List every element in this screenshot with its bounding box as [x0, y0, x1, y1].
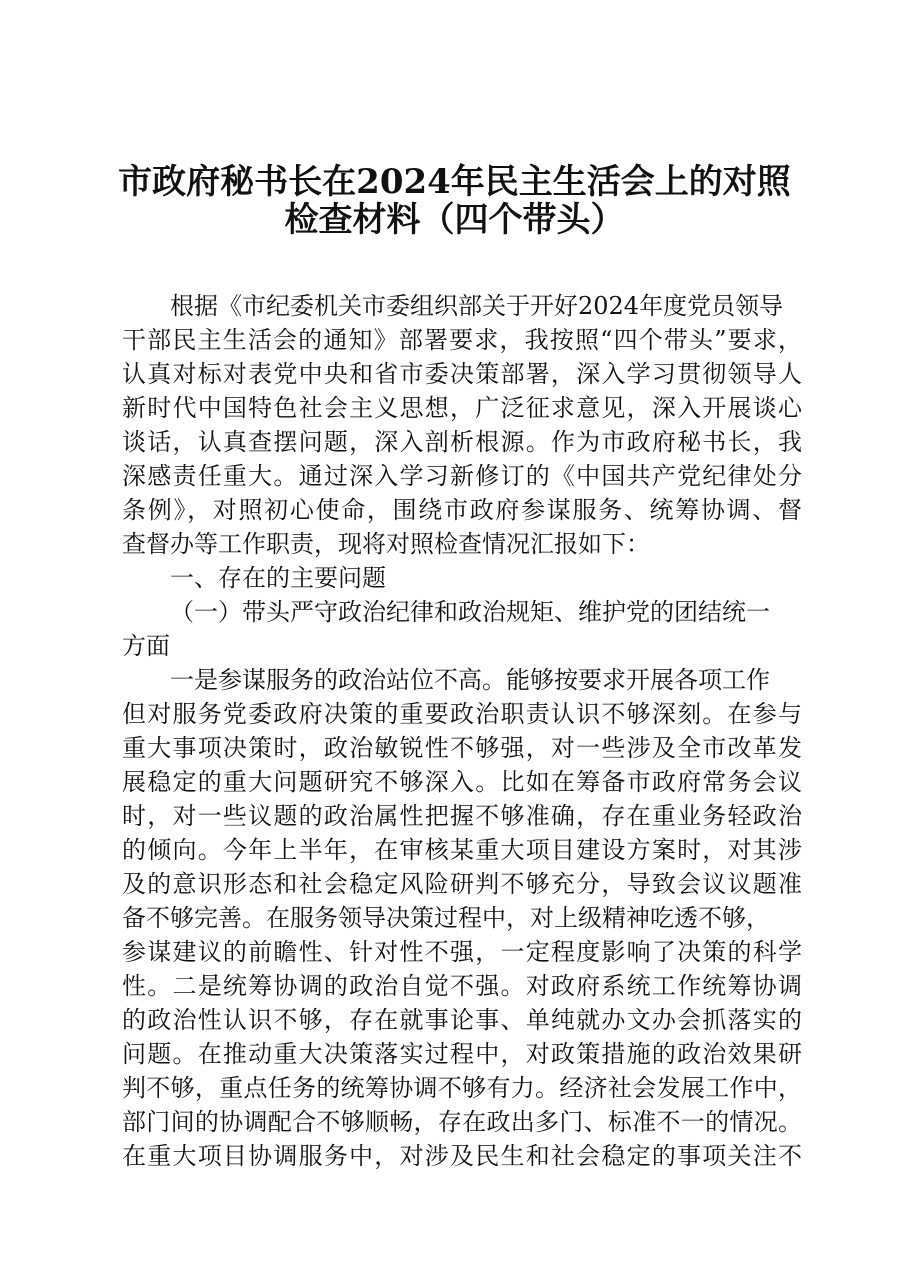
intro-line: 深感责任重大。通过深入学习新修订的《中国共产党纪律处分 — [122, 462, 802, 490]
document-title-line-1: 市政府秘书长在2024年民主生活会上的对照 — [118, 162, 791, 202]
intro-line: 谈话，认真查摆问题，深入剖析根源。作为市政府秘书长，我 — [122, 428, 802, 456]
body-line: 时，对一些议题的政治属性把握不够准确，存在重业务轻政治 — [122, 802, 802, 830]
body-line: 部门间的协调配合不够顺畅，存在政出多门、标准不一的情况。 — [122, 1108, 802, 1136]
intro-line: 新时代中国特色社会主义思想，广泛征求意见，深入开展谈心 — [122, 394, 802, 422]
body-line: 问题。在推动重大决策落实过程中，对政策措施的政治效果研 — [122, 1040, 802, 1068]
body-line: 在重大项目协调服务中，对涉及民生和社会稳定的事项关注不 — [122, 1142, 802, 1170]
subsection-heading: 方面 — [122, 632, 170, 660]
intro-line: 查督办等工作职责，现将对照检查情况汇报如下： — [122, 530, 650, 558]
body-line: 参谋建议的前瞻性、针对性不强，一定程度影响了决策的科学 — [122, 938, 802, 966]
body-line: 但对服务党委政府决策的重要政治职责认识不够深刻。在参与 — [122, 700, 802, 728]
body-line: 重大事项决策时，政治敏锐性不够强，对一些涉及全市改革发 — [122, 734, 802, 762]
body-line: 一是参谋服务的政治站位不高。能够按要求开展各项工作 — [170, 666, 770, 694]
intro-line: 干部民主生活会的通知》部署要求，我按照“四个带头”要求， — [122, 326, 802, 354]
section-heading: 一、存在的主要问题 — [170, 564, 386, 592]
intro-line: 根据《市纪委机关市委组织部关于开好2024年度党员领导 — [170, 292, 784, 320]
document-title-line-2: 检查材料（四个带头） — [284, 200, 625, 240]
body-line: 性。二是统筹协调的政治自觉不强。对政府系统工作统筹协调 — [122, 972, 802, 1000]
body-line: 的倾向。今年上半年，在审核某重大项目建设方案时，对其涉 — [122, 836, 802, 864]
body-line: 判不够，重点任务的统筹协调不够有力。经济社会发展工作中， — [122, 1074, 802, 1102]
body-line: 备不够完善。在服务领导决策过程中，对上级精神吃透不够， — [122, 904, 770, 932]
body-line: 展稳定的重大问题研究不够深入。比如在筹备市政府常务会议 — [122, 768, 802, 796]
body-line: 及的意识形态和社会稳定风险研判不够充分，导致会议议题准 — [122, 870, 802, 898]
document-body — [122, 289, 802, 1173]
intro-line: 条例》，对照初心使命，围绕市政府参谋服务、统筹协调、督 — [122, 496, 802, 524]
subsection-heading: （一）带头严守政治纪律和政治规矩、维护党的团结统一 — [170, 598, 770, 626]
body-line: 的政治性认识不够，存在就事论事、单纯就办文办会抓落实的 — [122, 1006, 802, 1034]
intro-line: 认真对标对表党中央和省市委决策部署，深入学习贯彻领导人 — [122, 360, 802, 388]
